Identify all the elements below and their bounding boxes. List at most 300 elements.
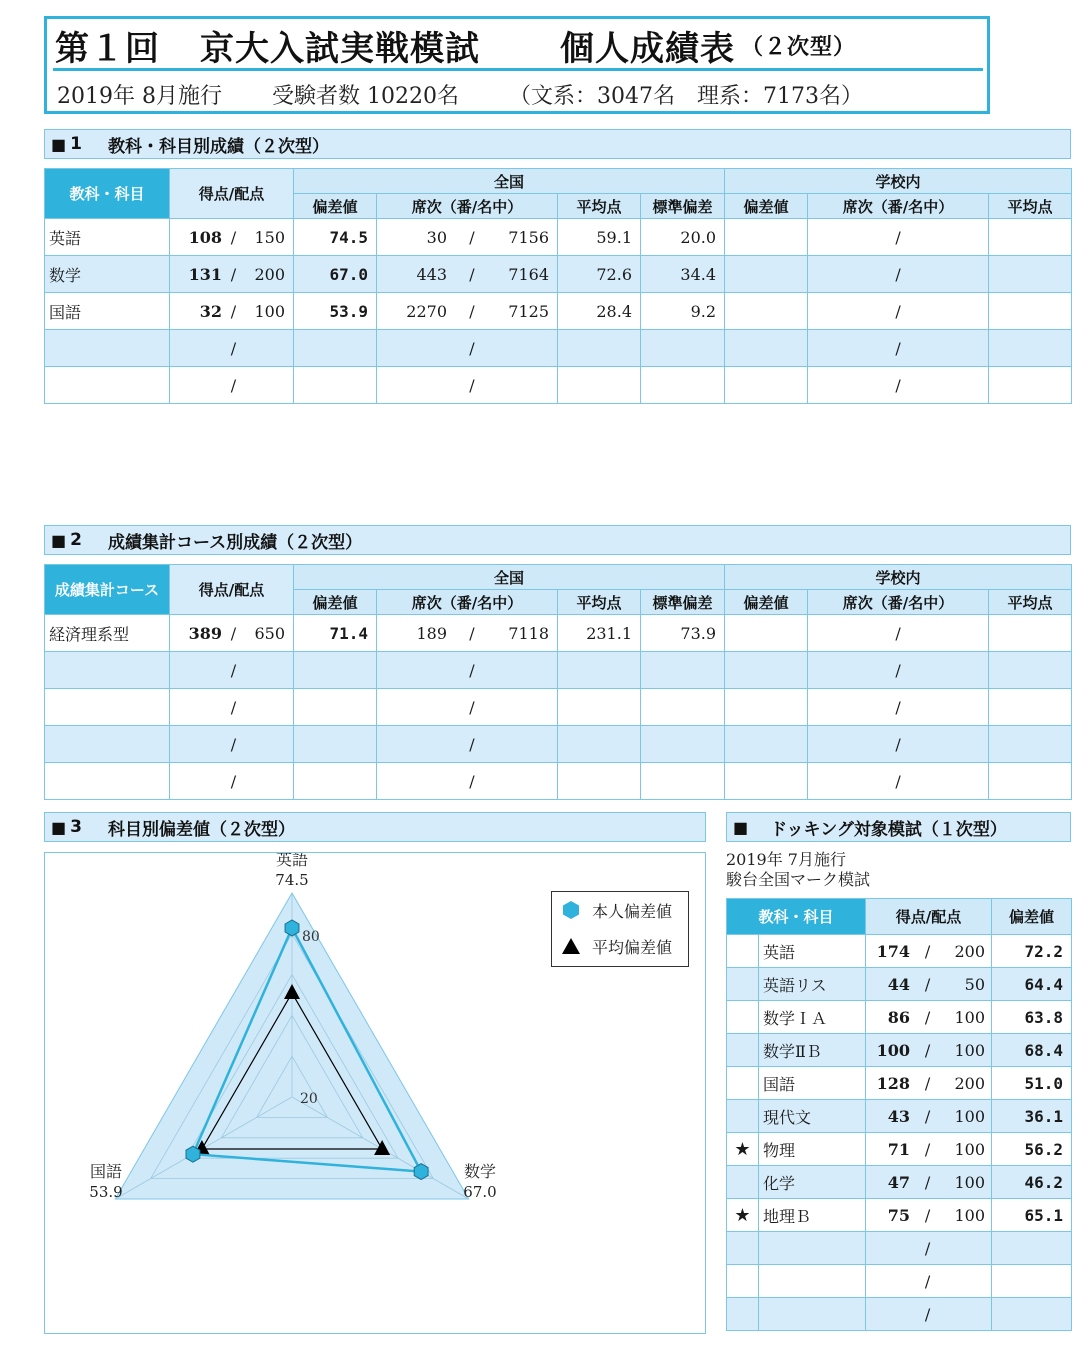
score-slash: / [230,338,237,358]
avg-cell [558,330,641,367]
score-slash: / [924,1271,931,1291]
score-value: 128 [876,1073,911,1093]
rank-cell [377,689,558,726]
rank-cell [377,367,558,404]
exam-date: 2019年 8月施行 [57,83,222,109]
score-wrap [170,228,293,247]
dev-cell [992,1199,1072,1232]
subject-cell: 現代文 [759,1100,866,1133]
section1-bar [44,129,1071,159]
dev-cell [992,1100,1072,1133]
rank-wrap [377,339,557,358]
school-rank-cell: / [808,652,989,689]
table-row [45,652,1072,689]
table-row [727,1001,1072,1034]
rank-slash: / [469,375,475,395]
avg-cell [558,689,641,726]
sd-cell: 9.2 [641,293,725,330]
table-row [45,330,1072,367]
legend-avg-label: 平均偏差値 [592,937,673,957]
dev-cell [992,1298,1072,1331]
course-score-table [44,564,1072,800]
score-wrap [170,624,293,643]
rank-wrap [377,376,557,395]
course-cell [45,726,170,763]
score-cell [170,652,294,689]
score-value: 131 [188,264,222,284]
section3-title: 科目別偏差値（２次型） [107,819,295,840]
score-max: 650 [254,623,285,643]
score-cell [170,330,294,367]
table-row [727,1133,1072,1166]
score-value: 174 [876,941,911,961]
rank-cell [377,219,558,256]
table-row [45,219,1072,256]
dev-value: 36.1 [1024,1106,1064,1126]
header-school-avg: 平均点 [989,194,1072,219]
dev-value: 56.2 [1024,1139,1064,1159]
school-avg-cell [989,689,1072,726]
rank-slash: / [469,771,475,791]
header-course: 成績集計コース [45,565,170,615]
score-slash: / [230,734,237,754]
dev-cell [992,1166,1072,1199]
subject-cell: 国語 [45,293,170,330]
school-avg-cell [989,219,1072,256]
section1-title: 教科・科目別成績（２次型） [107,136,329,157]
score-value: 71 [887,1139,911,1159]
rank-cell [377,256,558,293]
dev-cell [992,935,1072,968]
star-mark-cell [727,935,759,968]
section1-number: 1 [70,134,82,154]
header-national-sd: 標準偏差 [641,590,725,615]
exam-name: 京大入試実戦模試 [200,29,480,69]
docking-table [726,898,1072,1331]
score-max: 150 [254,227,285,247]
self-point-数学 [414,1164,428,1180]
score-max: 100 [954,1040,986,1060]
table-row [45,367,1072,404]
rank-total: 7118 [508,623,549,643]
score-wrap [866,1041,991,1060]
section3-number: 3 [70,817,82,837]
dev-value: 74.5 [329,227,368,247]
rank-total: 7164 [508,264,549,284]
score-slash: / [924,1172,931,1192]
school-rank-cell: / [808,256,989,293]
header-school: 学校内 [725,565,1072,590]
star-mark-cell: ★ [727,1133,759,1166]
score-cell [170,293,294,330]
school-rank-cell: / [808,293,989,330]
dev-cell [294,330,377,367]
score-slash: / [230,227,237,247]
score-wrap [866,942,991,961]
table-row [727,1100,1072,1133]
score-slash: / [230,697,237,717]
header-national-avg: 平均点 [558,194,641,219]
school-dev-cell [725,367,808,404]
avg-cell: 59.1 [558,219,641,256]
avg-cell [558,763,641,800]
score-wrap [170,376,293,395]
course-cell [45,763,170,800]
avg-cell [558,726,641,763]
section3-square: ■ [51,817,67,837]
avg-cell: 28.4 [558,293,641,330]
header-score: 得点/配点 [170,169,294,219]
rank-wrap [377,698,557,717]
score-wrap [866,1272,991,1291]
score-wrap [866,1206,991,1225]
score-wrap [170,265,293,284]
score-slash: / [230,301,237,321]
school-avg-cell [989,726,1072,763]
dev-cell [992,1232,1072,1265]
score-slash: / [924,1007,931,1027]
school-avg-cell [989,293,1072,330]
rank-slash: / [469,264,475,284]
school-avg-cell [989,763,1072,800]
score-wrap [170,302,293,321]
sd-cell [641,763,725,800]
dev-value: 68.4 [1024,1040,1064,1060]
docking-exam: 駿台全国マーク模試 [726,870,871,889]
score-value: 75 [887,1205,911,1225]
star-mark-cell [727,1232,759,1265]
score-slash: / [230,264,237,284]
school-rank-cell: / [808,763,989,800]
axis-value-数学: 67.0 [463,1183,497,1201]
rank-value: 2270 [406,301,447,321]
score-wrap [170,735,293,754]
docking-header-score: 得点/配点 [866,899,992,935]
sd-cell: 34.4 [641,256,725,293]
dev-value: 51.0 [1024,1073,1064,1093]
dev-cell [294,293,377,330]
sd-cell: 73.9 [641,615,725,652]
table-row [45,256,1072,293]
subject-cell: 数学 [45,256,170,293]
table-row [727,935,1072,968]
score-slash: / [924,1304,931,1324]
rank-wrap [377,265,557,284]
school-dev-cell [725,219,808,256]
school-dev-cell [725,330,808,367]
score-slash: / [230,375,237,395]
rank-wrap [377,661,557,680]
examinee-count: 受験者数 10220名 [271,83,459,109]
score-cell [866,935,992,968]
rank-cell [377,652,558,689]
score-max: 100 [954,1139,986,1159]
score-max: 100 [254,301,285,321]
star-mark-cell [727,1034,759,1067]
score-wrap [866,1008,991,1027]
docking-date: 2019年 7月施行 [726,850,846,869]
score-value: 389 [188,623,222,643]
header-national-rank: 席次（番/名中） [377,590,558,615]
school-dev-cell [725,689,808,726]
rank-value: 30 [426,227,447,247]
axis-label-数学: 数学 [463,1162,497,1181]
header-score: 得点/配点 [170,565,294,615]
rank-cell [377,330,558,367]
score-max: 100 [954,1205,986,1225]
score-slash: / [924,1040,931,1060]
section3-bar [44,812,706,842]
dev-value: 71.4 [329,623,368,643]
score-wrap [866,1107,991,1126]
score-cell [866,1199,992,1232]
dev-cell [992,1034,1072,1067]
score-slash: / [230,623,237,643]
docking-header-subject: 教科・科目 [727,899,866,935]
subject-cell [45,367,170,404]
school-dev-cell [725,763,808,800]
dev-value: 64.4 [1024,974,1064,994]
section2-bar [44,525,1071,555]
course-cell [45,689,170,726]
header-national-dev: 偏差値 [294,590,377,615]
score-cell [170,256,294,293]
rank-wrap [377,772,557,791]
score-cell [170,615,294,652]
school-avg-cell [989,652,1072,689]
score-slash: / [924,1238,931,1258]
table-row [45,726,1072,763]
score-slash: / [230,771,237,791]
table-row [727,1034,1072,1067]
school-rank-cell: / [808,689,989,726]
self-point-英語 [285,920,299,936]
legend-avg [552,928,688,964]
header-school-rank: 席次（番/名中） [808,194,989,219]
table-row [727,1298,1072,1331]
docking-bar [726,812,1071,842]
school-avg-cell [989,615,1072,652]
subject-cell: 英語 [45,219,170,256]
table-row [727,1166,1072,1199]
dev-cell [992,1133,1072,1166]
rank-slash: / [469,697,475,717]
subject-cell: 化学 [759,1166,866,1199]
score-value: 44 [887,974,911,994]
subject-cell [759,1232,866,1265]
docking-square: ■ [733,817,749,837]
dev-cell [294,726,377,763]
score-cell [866,968,992,1001]
section1-square: ■ [51,134,67,154]
table-row [727,1232,1072,1265]
avg-cell [558,652,641,689]
score-cell [170,726,294,763]
score-value: 32 [199,301,222,321]
dev-value: 72.2 [1024,941,1064,961]
radar-chart-box [44,852,706,1334]
header-subject: 教科・科目 [45,169,170,219]
subject-cell: 英語 [759,935,866,968]
score-max: 100 [954,1106,986,1126]
header-school: 学校内 [725,169,1072,194]
table-row [45,689,1072,726]
star-mark-cell [727,968,759,1001]
tick-label-80: 80 [302,929,320,945]
subject-cell: 国語 [759,1067,866,1100]
header-national: 全国 [294,169,725,194]
header-school-dev: 偏差値 [725,194,808,219]
sd-cell [641,330,725,367]
info-row [57,77,913,111]
subject-cell [45,330,170,367]
subject-cell: 数学ⅡＢ [759,1034,866,1067]
score-cell [866,1298,992,1331]
score-cell [866,1133,992,1166]
doc-title: 個人成績表 [560,29,735,69]
subject-cell: 英語リス [759,968,866,1001]
score-cell [866,1100,992,1133]
school-dev-cell [725,726,808,763]
score-value: 47 [887,1172,911,1192]
header-school-avg: 平均点 [989,590,1072,615]
school-rank-cell: / [808,367,989,404]
score-max: 100 [954,1007,986,1027]
school-dev-cell [725,293,808,330]
docking-info [726,850,870,890]
dev-cell [294,652,377,689]
score-cell [866,1067,992,1100]
rank-slash: / [469,734,475,754]
section2-number: 2 [70,530,82,550]
school-rank-cell: / [808,219,989,256]
header-school-rank: 席次（番/名中） [808,590,989,615]
star-mark-cell: ★ [727,1199,759,1232]
exam-round: 第１回 [55,29,160,69]
rank-slash: / [469,660,475,680]
school-dev-cell [725,652,808,689]
score-cell [170,219,294,256]
subject-cell [759,1298,866,1331]
score-slash: / [924,1073,931,1093]
score-cell [866,1265,992,1298]
rank-cell [377,726,558,763]
rank-slash: / [469,301,475,321]
tick-label-20: 20 [300,1091,318,1107]
dev-cell [992,1067,1072,1100]
score-cell [170,763,294,800]
subject-cell: 地理Ｂ [759,1199,866,1232]
axis-value-英語: 74.5 [275,871,309,889]
dev-value: 63.8 [1024,1007,1064,1027]
subject-cell [759,1265,866,1298]
school-avg-cell [989,330,1072,367]
report-header [44,16,990,114]
table-row [727,968,1072,1001]
school-rank-cell: / [808,726,989,763]
dev-cell [294,367,377,404]
legend-self [552,892,688,928]
dev-cell [294,763,377,800]
avg-cell [558,367,641,404]
table-row [727,1199,1072,1232]
score-slash: / [230,660,237,680]
score-wrap [170,698,293,717]
rank-cell [377,763,558,800]
score-wrap [866,1239,991,1258]
docking-title: ドッキング対象模試（１次型） [770,819,1007,840]
rank-total: 7156 [508,227,549,247]
dev-cell [294,256,377,293]
axis-value-国語: 53.9 [89,1183,123,1201]
chart-legend [551,891,689,967]
star-mark-cell [727,1298,759,1331]
score-value: 43 [887,1106,911,1126]
doc-type: （２次型） [741,35,857,60]
star-mark-cell [727,1265,759,1298]
table-row [727,1265,1072,1298]
dev-value: 65.1 [1024,1205,1064,1225]
section2-title: 成績集計コース別成績（２次型） [107,532,363,553]
dev-cell [294,689,377,726]
dev-cell [992,968,1072,1001]
course-cell [45,652,170,689]
subject-cell: 数学ＩＡ [759,1001,866,1034]
sd-cell: 20.0 [641,219,725,256]
rank-wrap [377,624,557,643]
rank-cell [377,615,558,652]
school-rank-cell: / [808,615,989,652]
dev-cell [294,219,377,256]
school-avg-cell [989,367,1072,404]
rank-wrap [377,302,557,321]
score-max: 200 [254,264,285,284]
rank-slash: / [469,338,475,358]
rank-total: 7125 [508,301,549,321]
score-cell [866,1001,992,1034]
school-dev-cell [725,256,808,293]
hexagon-marker-icon [560,899,582,921]
score-slash: / [924,1205,931,1225]
star-mark-cell [727,1001,759,1034]
score-cell [866,1232,992,1265]
legend-self-label: 本人偏差値 [592,901,673,921]
score-wrap [866,1140,991,1159]
score-slash: / [924,974,931,994]
header-national-dev: 偏差値 [294,194,377,219]
avg-cell: 72.6 [558,256,641,293]
score-cell [170,367,294,404]
score-cell [866,1034,992,1067]
header-national: 全国 [294,565,725,590]
school-rank-cell: / [808,330,989,367]
star-mark-cell [727,1067,759,1100]
table-row [45,293,1072,330]
score-max: 200 [954,1073,986,1093]
dev-cell [294,615,377,652]
rank-cell [377,293,558,330]
table-row [45,615,1072,652]
avg-cell: 231.1 [558,615,641,652]
header-school-dev: 偏差値 [725,590,808,615]
score-wrap [866,975,991,994]
header-national-avg: 平均点 [558,590,641,615]
score-cell [170,689,294,726]
score-wrap [170,339,293,358]
score-max: 200 [954,941,986,961]
docking-header-dev: 偏差値 [992,899,1072,935]
star-mark-cell [727,1166,759,1199]
